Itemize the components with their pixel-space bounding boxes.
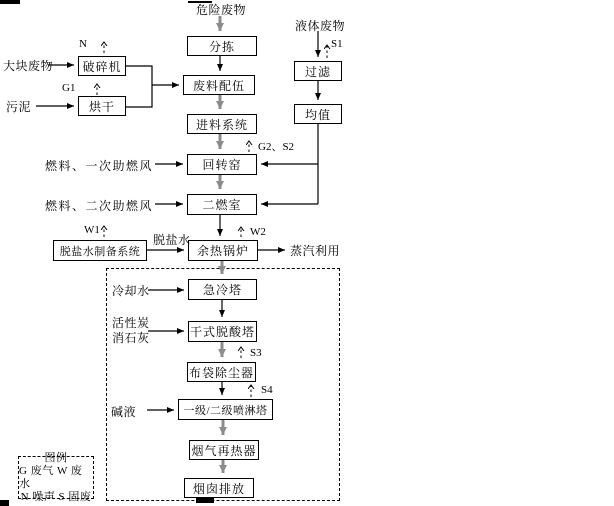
tag-w2: W2: [250, 226, 266, 238]
tag-s3: S3: [250, 347, 262, 359]
legend-row-gas-water: G 废气 W 废水: [19, 464, 83, 490]
label-bulky-waste: 大块废物: [3, 59, 54, 73]
node-crusher: 破碎机: [78, 56, 126, 76]
tag-s4: S4: [261, 384, 273, 396]
label-activated-carbon: 活性炭: [112, 316, 150, 330]
label-slaked-lime: 消石灰: [112, 331, 150, 345]
label-steam-use: 蒸汽利用: [290, 244, 341, 258]
legend-box: [18, 451, 94, 503]
label-hazardous-waste: 危险废物: [196, 3, 247, 17]
node-feeding-system: 进料系统: [187, 114, 257, 134]
node-bag-dust-collector: 布袋除尘器: [187, 362, 256, 382]
legend-title: 图例: [44, 451, 68, 464]
node-demin-water-system: 脱盐水制备系统: [53, 240, 147, 261]
node-homogenizer: 均值: [294, 104, 342, 124]
label-sludge: 污泥: [6, 100, 32, 114]
scan-artifact-overline: [188, 1, 212, 3]
tag-w1: W1: [84, 224, 100, 236]
tag-n: N: [79, 38, 87, 50]
label-liquid-waste: 液体废物: [295, 19, 346, 33]
scan-artifact-top-left: [0, 0, 20, 4]
node-spray-tower: 一级/二级喷淋塔: [178, 399, 273, 420]
node-quench-tower: 急冷塔: [188, 279, 257, 300]
tag-s1: S1: [331, 38, 343, 50]
label-fuel-primary-air: 燃料、一次助燃风: [45, 159, 154, 173]
label-fuel-secondary-air: 燃料、二次助燃风: [45, 199, 154, 213]
line-crusher-dryer-merge: [126, 66, 152, 107]
node-secondary-chamber: 二燃室: [187, 194, 257, 215]
node-rotary-kiln: 回转窑: [187, 154, 257, 175]
node-dry-deacid-tower: 干式脱酸塔: [188, 321, 257, 342]
node-dryer: 烘干: [78, 96, 126, 116]
node-stack-emission: 烟囱排放: [184, 478, 254, 498]
label-cooling-water: 冷却水: [112, 284, 150, 298]
scan-artifact-bottom-left: [0, 500, 9, 506]
tag-g2s2: G2、S2: [258, 141, 295, 153]
node-blending: 废料配伍: [183, 75, 255, 95]
node-filter: 过滤: [294, 61, 342, 81]
label-alkali-liquor: 碱液: [111, 405, 137, 419]
legend-row-noise-solid: N 噪声 S 固废: [20, 490, 92, 503]
node-sorting: 分拣: [187, 36, 257, 56]
label-demin-water: 脱盐水: [153, 233, 191, 247]
node-flue-gas-reheater: 烟气再热器: [189, 440, 259, 460]
scan-artifact-bottom-center: [196, 497, 214, 503]
node-waste-heat-boiler: 余热锅炉: [188, 240, 258, 261]
tag-g1: G1: [62, 82, 76, 94]
